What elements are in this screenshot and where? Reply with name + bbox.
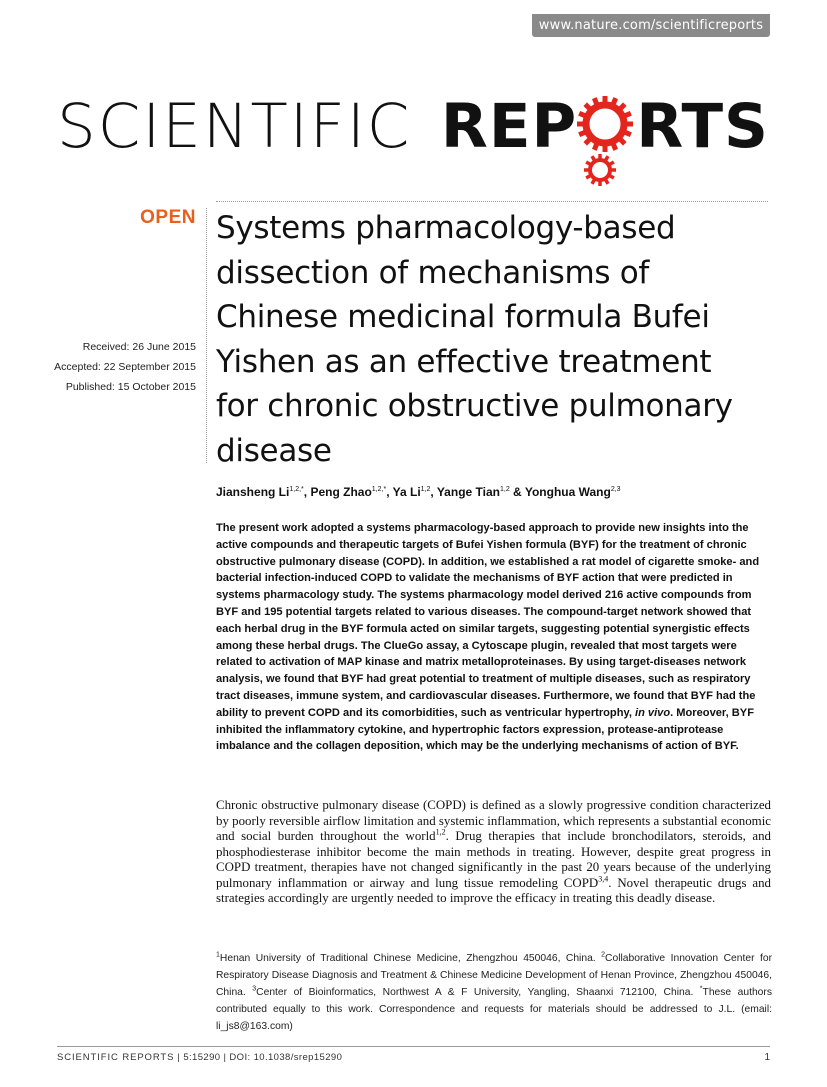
author-separator: , <box>303 485 311 499</box>
small-gear-icon <box>582 152 618 188</box>
body-text-3: . Novel therapeutic drugs and strategies accordingly are urgently needed to improve the efficacy in treating this deadly disease. <box>216 875 771 905</box>
body-text-1: Chronic obstructive pulmonary disease (COPD) is defined as a slowly progressive condition characterized by poorly reversible airflow limitation and systemic inflammation, which represents a substantial economic and social burden throughout the world <box>216 798 771 843</box>
author-separator: & <box>509 485 525 499</box>
author-affiliation-mark: 1,2 <box>420 486 431 493</box>
title-line: disease <box>216 432 332 469</box>
journal-url-tab[interactable]: www.nature.com/scientificreports <box>532 14 770 37</box>
author-list <box>216 485 776 499</box>
reference-link[interactable]: 3,4 <box>598 874 609 884</box>
author-name[interactable]: Yonghua Wang <box>524 485 611 499</box>
abstract <box>216 520 772 755</box>
masthead-word-rts: RTS <box>636 91 769 162</box>
affiliation-text: Collaborative Innovation Center for Respiratory Disease Diagnosis and Treatment & Chinese Medicine Development of Henan Province, Zhengzhou 450046, China. <box>216 953 772 998</box>
dotted-divider-top <box>216 201 768 202</box>
received-date: Received: 26 June 2015 <box>82 341 196 353</box>
title-line: Systems pharmacology-based <box>216 210 676 246</box>
article-dates <box>0 337 196 397</box>
dotted-divider-left <box>206 208 207 463</box>
journal-masthead <box>57 88 769 188</box>
article-title <box>216 206 776 473</box>
affiliation-text: Center of Bioinformatics, Northwest A & F University, Yangling, Shaanxi 712100, China. <box>256 987 700 998</box>
body-text-2: . Drug therapies that include bronchodilators, steroids, and phosphodiesterase inhibitor become the main methods in treating. However, despite great progress in COPD treatment, therapies have not changed significantly in the past 20 years because of the underlying pulmonary inflammation or airway and lung tissue remodeling COPD <box>216 829 772 890</box>
masthead-word-scientific: SCIENTIFIC <box>57 91 412 162</box>
author-affiliation-mark: 1,2,* <box>289 486 304 493</box>
affiliation-mark: 1 <box>216 951 220 959</box>
title-line: Yishen as an effective treatment <box>216 343 712 380</box>
title-line: for chronic obstructive pulmonary <box>216 388 733 424</box>
author-affiliation-mark: 1,2,* <box>371 486 387 493</box>
open-access-badge: OPEN <box>140 207 196 228</box>
masthead-word-rep: REP <box>440 91 578 162</box>
author-separator: , <box>386 485 393 499</box>
abstract-text: The present work adopted a systems pharmacology-based approach to provide new insights into the active compounds and therapeutic targets of Bufei Yishen formula (BYF) for the treatment of chronic obstructive pulmonary disease (COPD). In addition, we established a rat model of cigarette smoke- and bacterial infection-induced COPD to validate the mechanisms of BYF action that were predicted in systems pharmacology study. The systems pharmacology model derived 216 active compounds from BYF and 195 potential targets related to various diseases. The compound-target network showed that each herbal drug in the BYF formula acted on similar targets, suggesting potential synergistic effects among these herbal drugs. The ClueGo assay, a Cytoscape plugin, revealed that most targets were related to activation of MAP kinase and matrix metalloproteinases. By using target-diseases network analysis, we found that BYF had great potential to treatment of multiple diseases, such as respiratory tract diseases, immune system, and cardiovascular diseases. Furthermore, we found that BYF had the ability to prevent COPD and its comorbidities, such as ventricular hypertrophy, <box>216 522 760 719</box>
affiliation-mark: * <box>699 985 703 993</box>
abstract-text-end: . Moreover, BYF inhibited the inflammatory cytokine, and hypertrophic factors expression, protease-antiprotease imbalance and the collagen deposition, which may be the underlying mechanisms of action of BYF. <box>216 706 754 753</box>
accepted-date: Accepted: 22 September 2015 <box>54 361 196 373</box>
footer-doi: | 5:15290 | DOI: 10.1038/srep15290 <box>174 1052 343 1063</box>
author-name[interactable]: Peng Zhao <box>310 485 372 499</box>
author-name[interactable]: Yange Tian <box>436 485 500 499</box>
affiliation-mark: 3 <box>252 985 257 993</box>
large-gear-icon <box>575 93 635 155</box>
affiliation-text: Henan University of Traditional Chinese Medicine, Zhengzhou 450046, China. <box>219 953 602 964</box>
reference-link[interactable]: 1,2 <box>435 827 446 837</box>
affiliations <box>216 950 772 1035</box>
intro-paragraph <box>216 798 771 907</box>
abstract-italic-term: in vivo <box>634 706 671 719</box>
author-name[interactable]: Ya Li <box>392 485 421 499</box>
footer-journal-name: SCIENTIFIC REPORTS <box>57 1052 175 1063</box>
footer-citation <box>57 1052 342 1063</box>
author-affiliation-mark: 1,2 <box>499 486 510 493</box>
footer-divider <box>57 1046 770 1047</box>
affiliation-text: These authors contributed equally to this work. Correspondence and requests for materials should be addressed to J.L. (email: li_js8@163.com) <box>216 987 772 1032</box>
title-line: Chinese medicinal formula Bufei <box>216 299 710 335</box>
affiliation-mark: 2 <box>601 951 606 959</box>
page-number: 1 <box>764 1052 770 1063</box>
title-line: dissection of mechanisms of <box>216 254 650 291</box>
published-date: Published: 15 October 2015 <box>65 381 196 393</box>
author-separator: , <box>430 485 437 499</box>
author-name[interactable]: Jiansheng Li <box>216 485 290 499</box>
author-affiliation-mark: 2,3 <box>610 486 621 493</box>
